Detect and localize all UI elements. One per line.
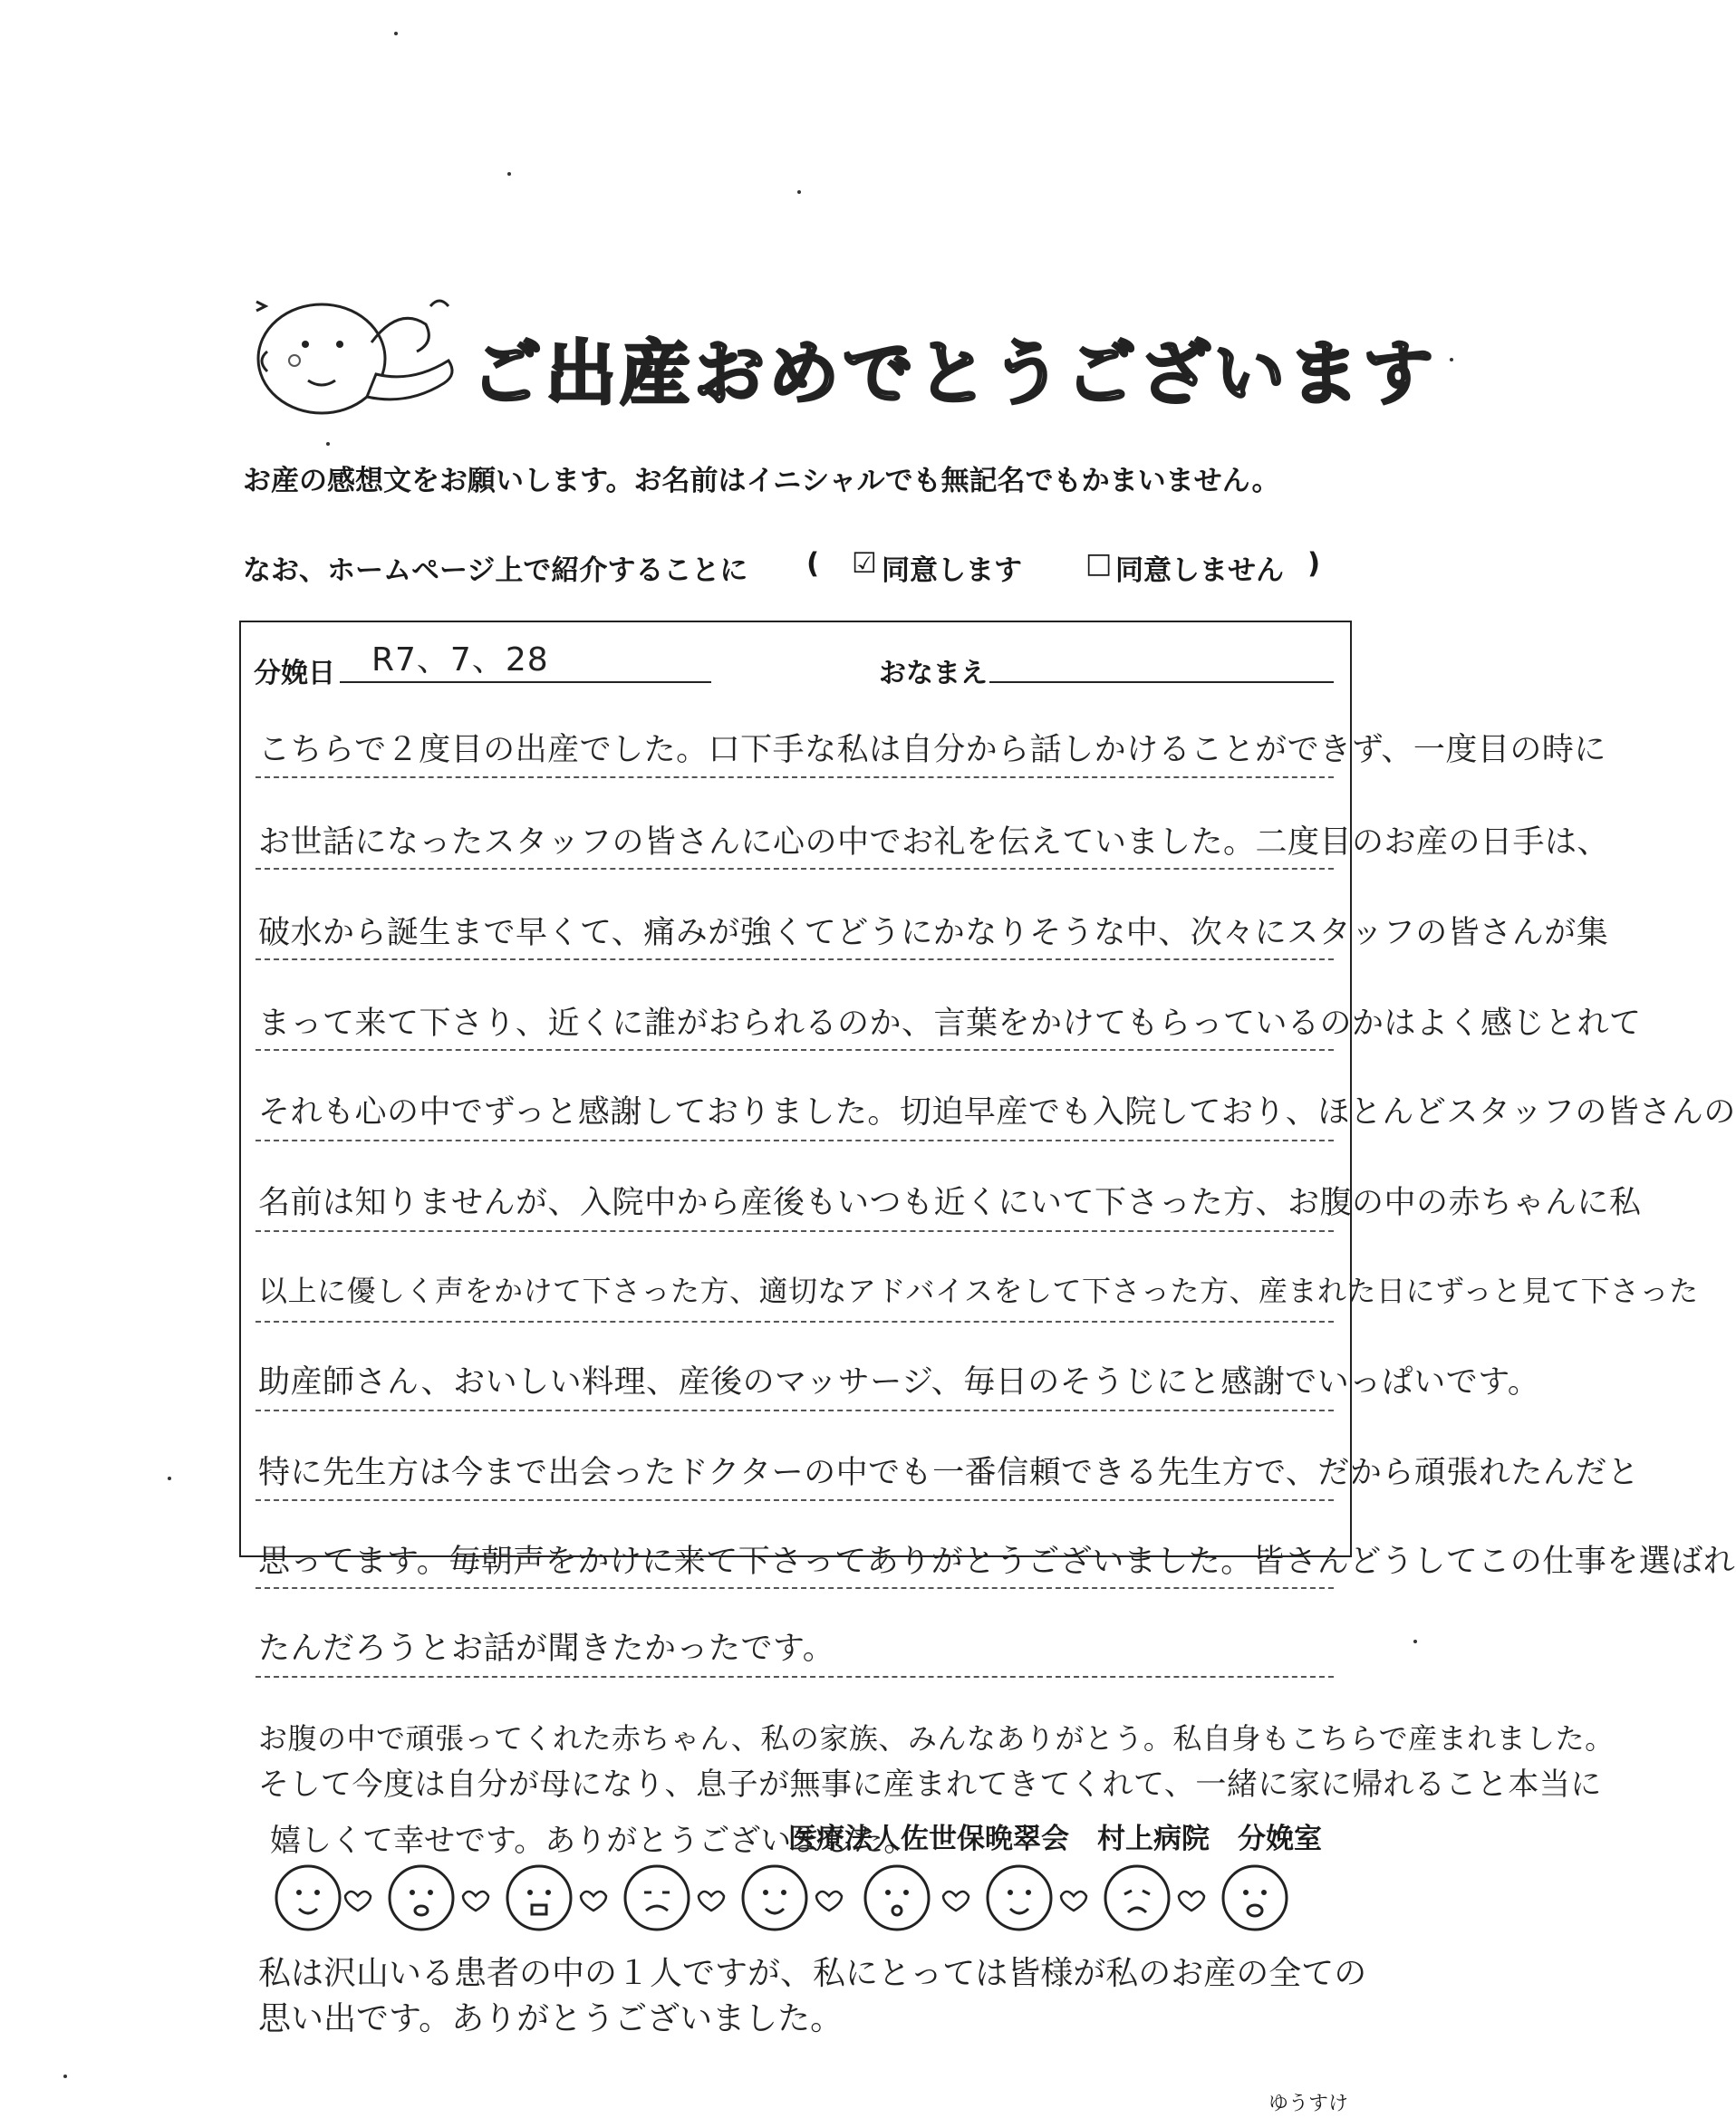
scan-speck: [507, 172, 511, 176]
ruled-line: [256, 958, 1334, 960]
ruled-line: [256, 1321, 1334, 1323]
instruction-text: お産の感想文をお願いします。お名前はイニシャルでも無記名でもかまいません。: [243, 465, 1280, 497]
impression-line: こちらで２度目の出産でした。口下手な私は自分から話しかけることができず、一度目の時に: [258, 732, 1606, 768]
ruled-line: [256, 776, 1334, 778]
delivery-date-value[interactable]: R7、7、28: [371, 641, 549, 679]
scan-speck: [1450, 358, 1453, 361]
impression-line: 助産師さん、おいしい料理、産後のマッサージ、毎日のそうじにと感謝でいっぱいです。: [258, 1364, 1540, 1401]
agree-checkbox[interactable]: ☑: [852, 547, 877, 580]
baby-illustration: [249, 288, 467, 424]
impression-line: まって来て下さり、近くに誰がおられるのか、言葉をかけてもらっているのかはよく感じとれて: [258, 1006, 1642, 1042]
impression-line: お世話になったスタッフの皆さんに心の中でお礼を伝えていました。二度目のお産の日手は、: [258, 824, 1610, 861]
baby-face-icon: [865, 1866, 929, 1930]
note-line-2: 思い出です。ありがとうございました。: [258, 2000, 844, 2037]
heart-icon: [1061, 1892, 1086, 1911]
heart-icon: [463, 1892, 488, 1911]
delivery-date-underline: [340, 681, 711, 683]
baby-face-icon: [1105, 1866, 1169, 1930]
disagree-checkbox[interactable]: □: [1085, 547, 1113, 580]
baby-face-icon: [988, 1866, 1051, 1930]
name-underline: [989, 681, 1334, 683]
heart-icon: [581, 1892, 606, 1911]
baby-faces-row: [272, 1853, 1332, 1943]
baby-face-icon: [743, 1866, 806, 1930]
consent-open-paren: (: [806, 547, 820, 580]
impression-line: 以上に優しく声をかけて下さった方、適切なアドバイスをして下さった方、産まれた日にずっと見て下さった: [258, 1274, 1699, 1308]
ruled-line: [256, 1676, 1334, 1678]
heart-icon: [699, 1892, 724, 1911]
heart-icon: [816, 1892, 842, 1911]
baby-face-icon: [276, 1866, 340, 1930]
heart-icon: [345, 1892, 371, 1911]
impression-line: 思ってます。毎朝声をかけに来て下さってありがとうございました。皆さんどうしてこの仕事を選ばれ: [258, 1544, 1736, 1580]
ruled-line: [256, 1587, 1334, 1589]
agree-label: 同意します: [882, 554, 1022, 587]
scan-speck: [1413, 1640, 1417, 1643]
name-stamp: ゆうすけ: [1268, 2093, 1349, 2115]
baby-face-icon: [625, 1866, 689, 1930]
ruled-line: [256, 1410, 1334, 1411]
impression-line: たんだろうとお話が聞きたかったです。: [258, 1631, 835, 1667]
scan-speck: [63, 2075, 67, 2078]
ruled-line: [256, 1049, 1334, 1051]
note-line-1: 私は沢山いる患者の中の１人ですが、私にとっては皆様が私のお産の全ての: [258, 1955, 1367, 1992]
scan-speck: [168, 1477, 171, 1480]
name-label: おなまえ: [879, 658, 988, 689]
scan-speck: [394, 32, 398, 35]
heart-icon: [943, 1892, 969, 1911]
consent-close-paren: ): [1307, 547, 1321, 580]
scan-speck: [797, 190, 801, 194]
impression-line: 特に先生方は今まで出会ったドクターの中でも一番信頼できる先生方で、だから頑張れたんだと: [258, 1455, 1640, 1491]
baby-face-icon: [1223, 1866, 1287, 1930]
impression-line: 破水から誕生まで早くて、痛みが強くてどうにかなりそうな中、次々にスタッフの皆さんが集: [258, 915, 1609, 951]
impression-line: 名前は知りませんが、入院中から産後もいつも近くにいて下さった方、お腹の中の赤ちゃんに私: [258, 1185, 1642, 1221]
disagree-label: 同意しません: [1115, 554, 1284, 587]
impression-line: それも心の中でずっと感謝しておりました。切迫早産でも入院しており、ほとんどスタッフの皆さんの: [258, 1094, 1736, 1131]
heart-icon: [1179, 1892, 1204, 1911]
ruled-line: [256, 1230, 1334, 1232]
header-title: ご出産おめでとうございます: [471, 333, 1438, 415]
baby-face-icon: [507, 1866, 571, 1930]
ruled-line: [256, 1140, 1334, 1141]
impression-line: お腹の中で頑張ってくれた赤ちゃん、私の家族、みんなありがとう。私自身もこちらで産まれました。: [258, 1721, 1615, 1756]
baby-face-icon: [390, 1866, 453, 1930]
scan-speck: [326, 442, 330, 446]
ruled-line: [256, 1499, 1334, 1501]
ruled-line: [256, 868, 1334, 870]
delivery-date-label: 分娩日: [254, 658, 335, 689]
hospital-name: 医療法人佐世保晩翠会 村上病院 分娩室: [788, 1823, 1322, 1855]
impression-line: そして今度は自分が母になり、息子が無事に産まれてきてくれて、一緒に家に帰れること本当に: [258, 1767, 1602, 1803]
closing-line: 嬉しくて幸せです。ありがとうございました。: [270, 1823, 915, 1859]
consent-prompt: なお、ホームページ上で紹介することに: [243, 554, 748, 587]
